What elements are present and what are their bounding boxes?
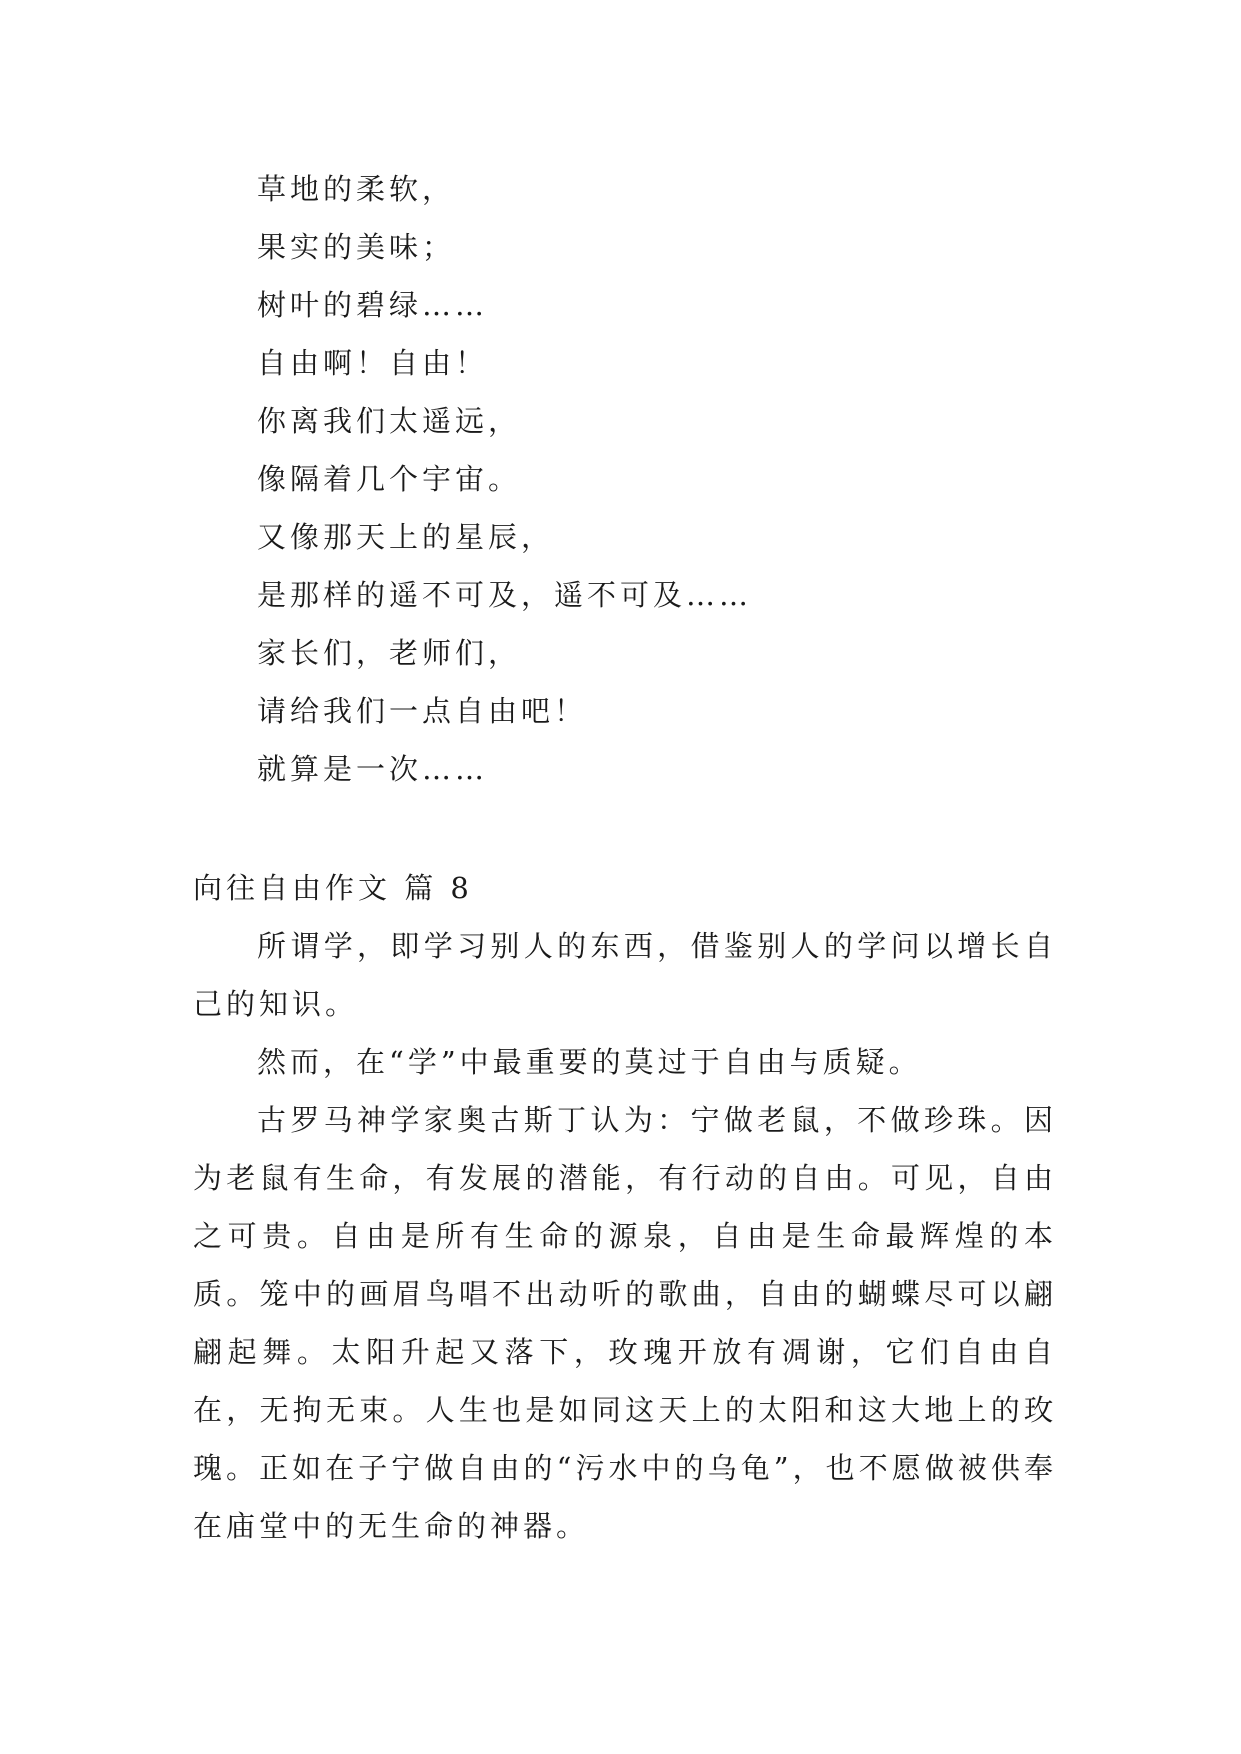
poem-line: 又像那天上的星辰， xyxy=(257,520,555,554)
poem-line: 就算是一次…… xyxy=(257,752,489,786)
essay-body xyxy=(193,917,1057,1555)
poem-line: 草地的柔软， xyxy=(257,172,456,206)
poem-line: 你离我们太遥远， xyxy=(257,404,522,438)
section-title: 向往自由作文 篇 8 xyxy=(193,871,473,905)
poem-line: 自由啊！自由！ xyxy=(257,346,489,380)
paragraph: 然而，在“学”中最重要的莫过于自由与质疑。 xyxy=(257,1045,922,1079)
poem-line: 像隔着几个宇宙。 xyxy=(257,462,522,496)
poem-line: 树叶的碧绿…… xyxy=(257,288,489,322)
poem-line: 果实的美味； xyxy=(257,230,456,264)
poem-line: 是那样的遥不可及，遥不可及…… xyxy=(257,578,753,612)
paragraph: 古罗马神学家奥古斯丁认为：宁做老鼠，不做珍珠。因为老鼠有生命，有发展的潜能，有行动的自由。可见，自由之可贵。自由是所有生命的源泉，自由是生命最辉煌的本质。笼中的画眉鸟唱不出动听的歌曲，自由的蝴蝶尽可以翩翩起舞。太阳升起又落下，玫瑰开放有凋谢，它们自由自在，无拘无束。人生也是如同这天上的太阳和这大地上的玫瑰。正如在子宁做自由的“污水中的乌龟”，也不愿做被供奉在庙堂中的无生命的神器。 xyxy=(193,1103,1057,1543)
paragraph: 所谓学，即学习别人的东西，借鉴别人的学问以增长自己的知识。 xyxy=(193,929,1057,1021)
poem-line: 请给我们一点自由吧！ xyxy=(257,694,588,728)
poem xyxy=(257,160,752,798)
poem-line: 家长们，老师们， xyxy=(257,636,522,670)
